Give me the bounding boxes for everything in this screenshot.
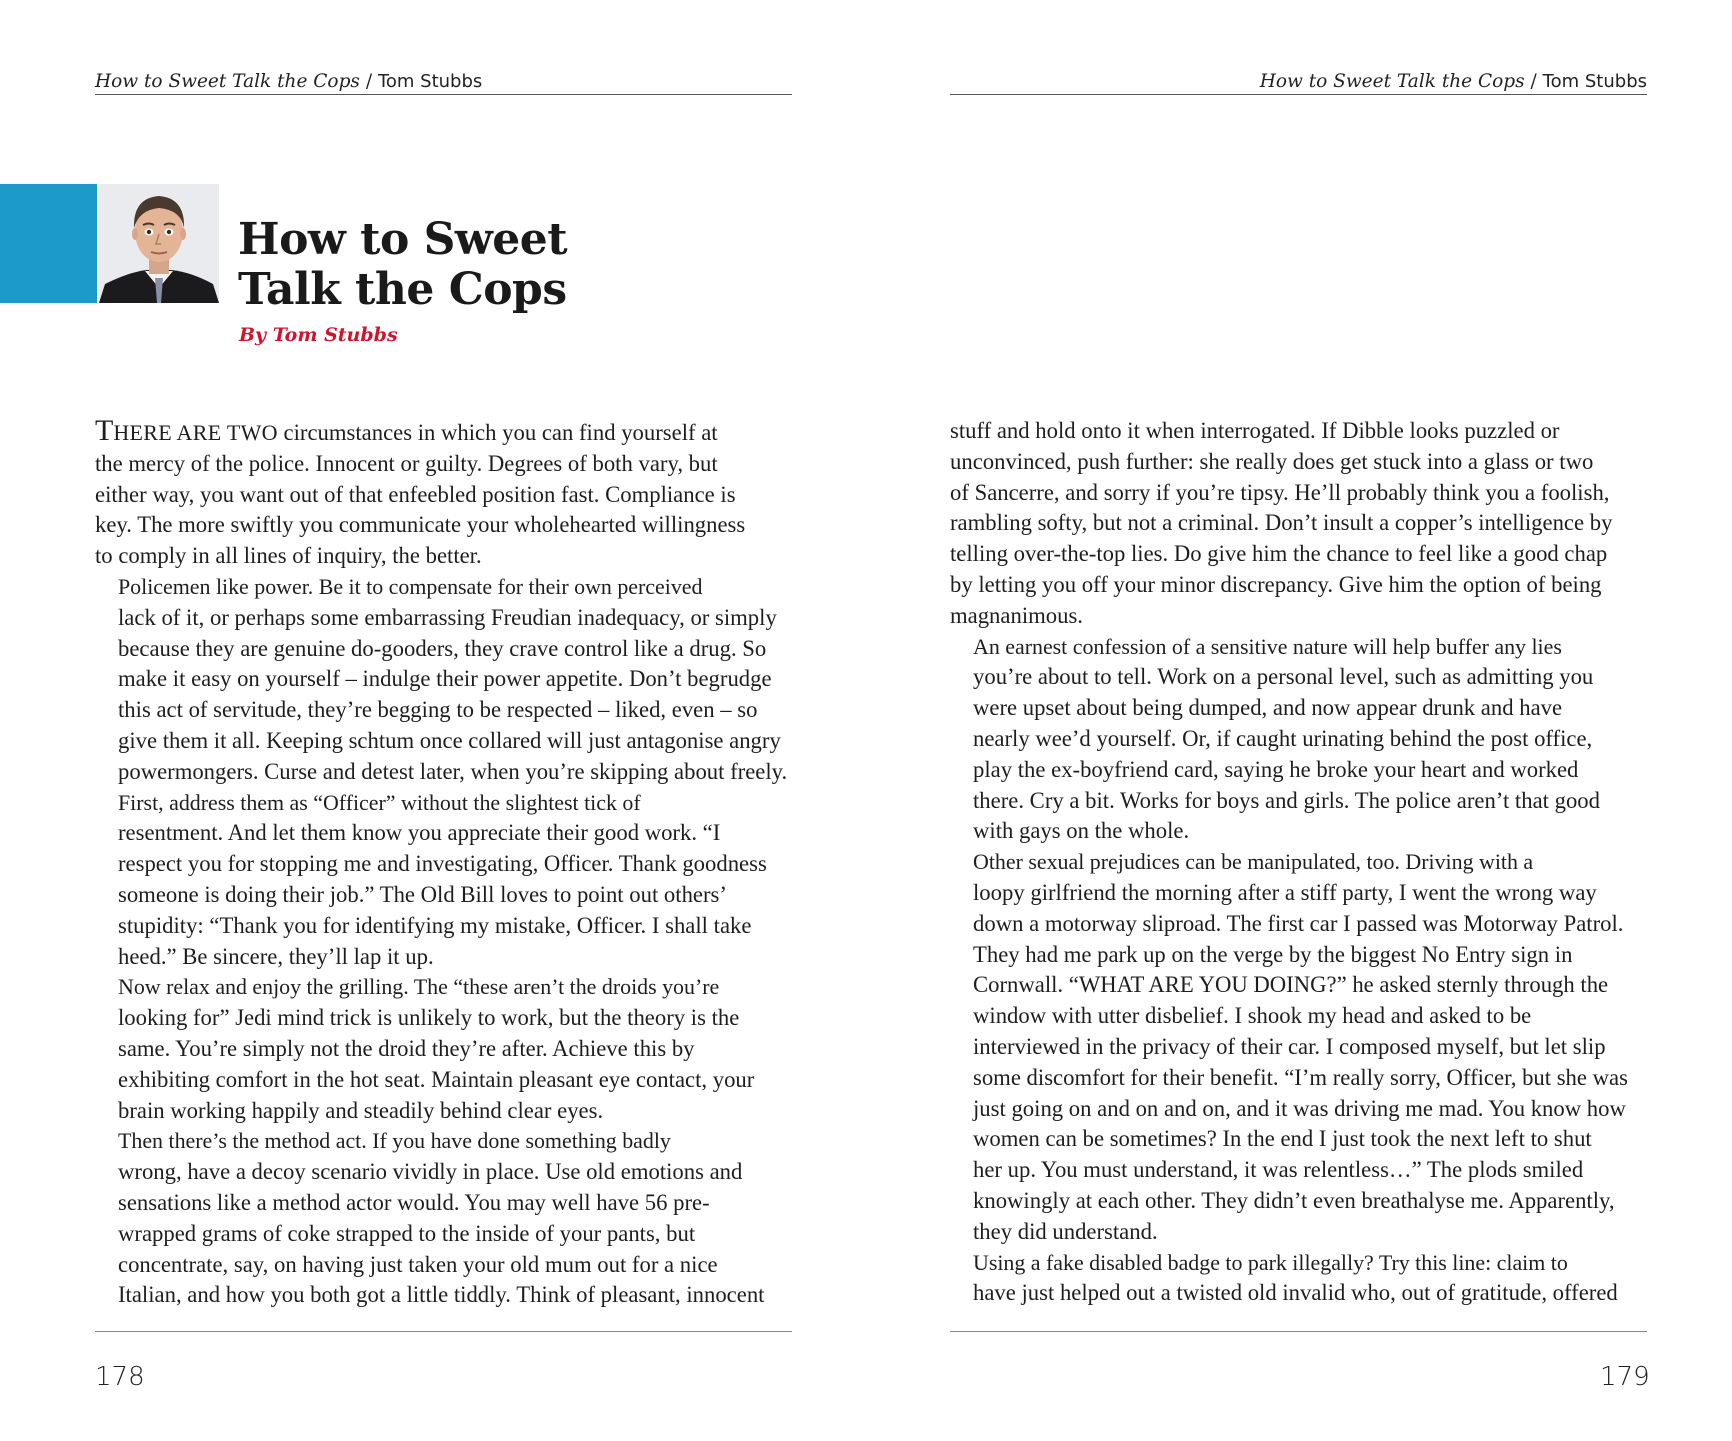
text-line: lack of it, or perhaps some embarrassing Freudian inadequacy, or simply [118,604,777,630]
text-line: brain working happily and steadily behind clear eyes. [118,1097,604,1123]
paragraph [950,847,1650,1247]
text-line: Italian, and how you both got a little tiddly. Think of pleasant, innocent [118,1282,765,1308]
text-line: knowingly at each other. They didn’t even breathalyse me. Apparently, [973,1187,1615,1213]
text-line: wrong, have a decoy scenario vividly in place. Use old emotions and [118,1159,743,1185]
text-line: make it easy on yourself – indulge their power appetite. Don’t begrudge [118,666,772,692]
text-line: First, address them as “Officer” without the slightest tick of [118,789,641,815]
text-line: respect you for stopping me and investigating, Officer. Thank goodness [118,851,767,877]
body-column-left [95,416,795,1311]
text-line: were upset about being dumped, and now appear drunk and have [973,695,1563,721]
paragraph [950,1248,1650,1310]
accent-color-block [0,184,97,303]
text-line: some discomfort for their benefit. “I’m really sorry, Officer, but she was [973,1064,1628,1090]
text-line: her up. You must understand, it was relentless…” The plods smiled [973,1157,1584,1183]
text-line: just going on and on and on, and it was driving me mad. You know how [973,1095,1626,1121]
text-line: because they are genuine do-gooders, they crave control like a drug. So [118,635,767,661]
text-line: stuff and hold onto it when interrogated. If Dibble looks puzzled or [950,418,1560,443]
text-line: either way, you want out of that enfeebled position fast. Compliance is [95,481,736,507]
text-line: unconvinced, push further: she really does get stuck into a glass or two [950,448,1594,474]
header-rule-left [95,94,792,95]
text-line: of Sancerre, and sorry if you’re tipsy. He’ll probably think you a foolish, [950,479,1610,505]
running-head-right [950,70,1647,94]
text-line: resentment. And let them know you appreciate their good work. “I [118,820,721,846]
paragraph [950,632,1650,848]
running-head-left [95,70,792,94]
lead-initial: T [95,414,114,447]
text-line: key. The more swiftly you communicate your wholehearted willingness [95,512,746,538]
lead-in [95,414,278,447]
text-line: someone is doing their job.” The Old Bill loves to point out others’ [118,881,727,907]
paragraph [95,788,795,973]
text-line: play the ex-boyfriend card, saying he broke your heart and worked [973,756,1579,782]
text-line: rambling softy, but not a criminal. Don’t insult a copper’s intelligence by [950,510,1613,536]
text-line: magnanimous. [950,602,1083,628]
text-line: down a motorway sliproad. The first car I passed was Motorway Patrol. [973,910,1624,936]
text-line: give them it all. Keeping schtum once collared will just antagonise angry [118,727,781,753]
page-number-left: 178 [95,1362,145,1392]
text-line: interviewed in the privacy of their car. I composed myself, but let slip [973,1033,1606,1059]
running-head-title: How to Sweet Talk the Cops [95,71,360,92]
text-line: sensations like a method actor would. You may well have 56 pre- [118,1189,710,1215]
text-line: heed.” Be sincere, they’ll lap it up. [118,943,434,969]
text-line: window with utter disbelief. I shook my head and asked to be [973,1003,1532,1029]
text-line: this act of servitude, they’re begging to be respected – liked, even – so [118,697,758,723]
text-line: same. You’re simply not the droid they’re after. Achieve this by [118,1035,695,1061]
footer-rule-right [950,1331,1647,1332]
text-line-rest: circumstances in which you can find yourself at [277,420,718,445]
text-line: have just helped out a twisted old invalid who, out of gratitude, offered [973,1280,1618,1306]
author-photo [99,184,219,303]
text-line: Now relax and enjoy the grilling. The “these aren’t the droids you’re [118,974,720,1000]
text-line: you’re about to tell. Work on a personal level, such as admitting you [973,664,1594,690]
running-head-separator: / [365,71,373,92]
text-line: loopy girlfriend the morning after a stiff party, I went the wrong way [973,879,1597,905]
byline: By Tom Stubbs [239,324,398,346]
text-line: the mercy of the police. Innocent or guilty. Degrees of both vary, but [95,450,718,476]
text-line: to comply in all lines of inquiry, the better. [95,543,482,569]
text-line: exhibiting comfort in the hot seat. Maintain pleasant eye contact, your [118,1066,755,1092]
paragraph [95,972,795,1126]
text-line: An earnest confession of a sensitive nature will help buffer any lies [973,633,1562,659]
article-title [238,215,567,315]
body-column-right [950,416,1650,1309]
paragraph [95,1126,795,1311]
text-line: Other sexual prejudices can be manipulated, too. Driving with a [973,849,1534,875]
running-head-author: Tom Stubbs [377,71,483,92]
text-line: Policemen like power. Be it to compensate for their own perceived [118,573,703,599]
text-line: there. Cry a bit. Works for boys and girls. The police aren’t that good [973,787,1600,813]
footer-rule-left [95,1331,792,1332]
text-line: looking for” Jedi mind trick is unlikely to work, but the theory is the [118,1005,740,1031]
article-title-line-1: How to Sweet [238,214,568,265]
text-line: Then there’s the method act. If you have done something badly [118,1128,671,1154]
paragraph [95,416,795,572]
text-line: they did understand. [973,1218,1158,1244]
text-line: nearly wee’d yourself. Or, if caught urinating behind the post office, [973,725,1593,751]
lead-caps: HERE ARE TWO [113,420,278,445]
text-line: wrapped grams of coke strapped to the inside of your pants, but [118,1220,696,1246]
text-line: powermongers. Curse and detest later, when you’re skipping about freely. [118,758,788,784]
running-head-title: How to Sweet Talk the Cops [1259,71,1525,92]
text-line: stupidity: “Thank you for identifying my mistake, Officer. I shall take [118,912,752,938]
text-line: by letting you off your minor discrepancy. Give him the option of being [950,571,1602,597]
paragraph [950,416,1650,632]
text-line: Cornwall. “WHAT ARE YOU DOING?” he asked sternly through the [973,972,1609,998]
running-head-author: Tom Stubbs [1542,71,1647,92]
text-line: concentrate, say, on having just taken your old mum out for a nice [118,1251,718,1277]
text-line: with gays on the whole. [973,818,1190,844]
paragraph [95,572,795,788]
text-line: telling over-the-top lies. Do give him the chance to feel like a good chap [950,541,1608,567]
text-line [95,416,795,449]
page-number-right: 179 [1600,1362,1650,1392]
text-line: women can be sometimes? In the end I just took the next left to shut [973,1126,1592,1152]
running-head-separator: / [1530,71,1537,92]
text-line: Using a fake disabled badge to park illegally? Try this line: claim to [973,1249,1568,1275]
header-rule-right [950,94,1647,95]
text-line: They had me park up on the verge by the biggest No Entry sign in [973,941,1573,967]
article-title-line-2: Talk the Cops [238,264,567,315]
